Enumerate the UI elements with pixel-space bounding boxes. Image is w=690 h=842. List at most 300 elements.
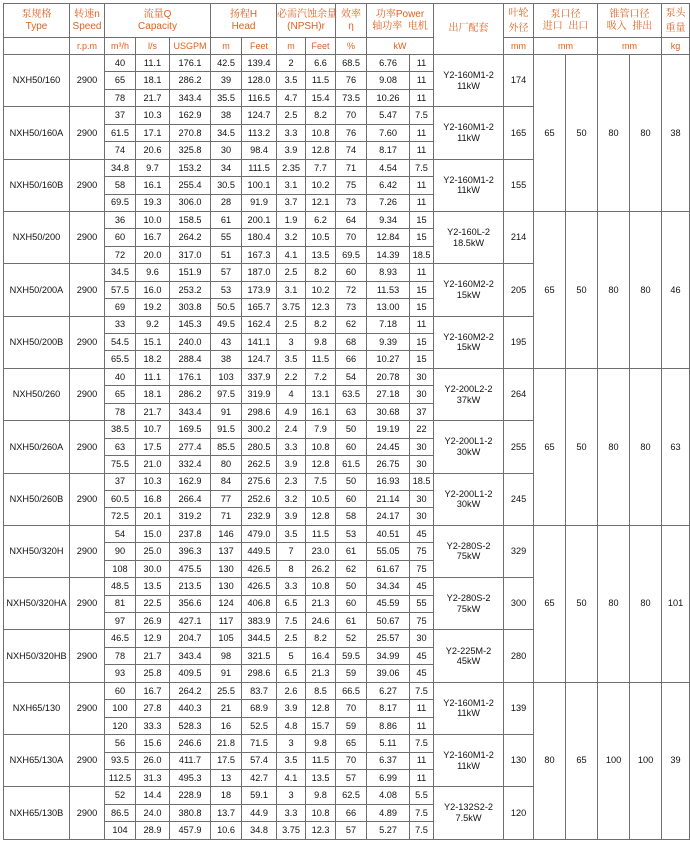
flow-ls-cell: 18.1: [136, 72, 170, 89]
head-m-cell: 53: [211, 281, 242, 298]
efficiency-cell: 60: [336, 264, 367, 281]
head-ft-cell: 124.7: [242, 351, 277, 368]
npsh-ft-cell: 10.5: [306, 490, 336, 507]
efficiency-cell: 68.5: [336, 55, 367, 72]
shaft-power-cell: 9.08: [367, 72, 410, 89]
efficiency-cell: 61: [336, 543, 367, 560]
flow-gpm-cell: 356.6: [170, 595, 211, 612]
pipe-in-cell: 80: [598, 55, 630, 212]
efficiency-cell: 54: [336, 368, 367, 385]
flow-ls-cell: 21.7: [136, 647, 170, 664]
flow-ls-cell: 26.9: [136, 613, 170, 630]
flow-m3h-cell: 38.5: [105, 421, 136, 438]
motor-power-cell: 11: [410, 89, 434, 106]
head-ft-cell: 232.9: [242, 508, 277, 525]
head-m-cell: 124: [211, 595, 242, 612]
npsh-m-cell: 1.9: [277, 211, 306, 228]
npsh-m-cell: 3.7: [277, 194, 306, 211]
head-ft-cell: 298.6: [242, 403, 277, 420]
unit-head-m: m: [211, 38, 242, 55]
flow-gpm-cell: 325.8: [170, 142, 211, 159]
head-m-cell: 97.5: [211, 386, 242, 403]
efficiency-cell: 76: [336, 72, 367, 89]
flow-m3h-cell: 93: [105, 665, 136, 682]
head-m-cell: 34: [211, 159, 242, 176]
flow-gpm-cell: 343.4: [170, 89, 211, 106]
bore-in-cell: 80: [534, 682, 566, 839]
impeller-cell: 120: [504, 787, 534, 839]
shaft-power-cell: 19.19: [367, 421, 410, 438]
flow-gpm-cell: 380.8: [170, 804, 211, 821]
motor-power-cell: 11: [410, 717, 434, 734]
table-row: [4, 525, 690, 542]
model-cell: NXH65/130B: [4, 787, 70, 839]
motor-power-cell: 15: [410, 351, 434, 368]
motor-kw: 11kW: [457, 80, 480, 91]
head-ft-cell: 52.5: [242, 717, 277, 734]
pipe-in-cell: 80: [598, 368, 630, 525]
speed-cell: 2900: [70, 368, 105, 420]
npsh-ft-cell: 7.7: [306, 159, 336, 176]
motor-power-cell: 7.5: [410, 804, 434, 821]
npsh-m-cell: 3.9: [277, 508, 306, 525]
head-ft-cell: 262.5: [242, 456, 277, 473]
speed-cell: 2900: [70, 473, 105, 525]
npsh-ft-cell: 13.1: [306, 386, 336, 403]
flow-gpm-cell: 246.6: [170, 735, 211, 752]
shaft-power-cell: 6.76: [367, 55, 410, 72]
flow-gpm-cell: 343.4: [170, 647, 211, 664]
npsh-m-cell: 3.5: [277, 351, 306, 368]
motor-power-cell: 30: [410, 438, 434, 455]
efficiency-cell: 57: [336, 822, 367, 839]
head-m-cell: 17.5: [211, 752, 242, 769]
weight-cell: 38: [662, 55, 690, 212]
flow-gpm-cell: 266.4: [170, 490, 211, 507]
flow-ls-cell: 11.1: [136, 55, 170, 72]
impeller-cell: 264: [504, 368, 534, 420]
head-m-cell: 13: [211, 769, 242, 786]
header-flow-en: Capacity: [138, 20, 177, 32]
motor-power-cell: 30: [410, 456, 434, 473]
shaft-power-cell: 39.06: [367, 665, 410, 682]
flow-m3h-cell: 78: [105, 647, 136, 664]
flow-m3h-cell: 97: [105, 613, 136, 630]
motor-model: Y2-160L-2: [447, 227, 490, 238]
motor-model-cell: [434, 735, 504, 787]
head-ft-cell: 111.5: [242, 159, 277, 176]
flow-gpm-cell: 158.5: [170, 211, 211, 228]
bore-in-cell: 65: [534, 525, 566, 682]
head-ft-cell: 165.7: [242, 299, 277, 316]
efficiency-cell: 62: [336, 560, 367, 577]
speed-cell: 2900: [70, 682, 105, 734]
npsh-m-cell: 3.2: [277, 490, 306, 507]
head-ft-cell: 426.5: [242, 560, 277, 577]
motor-power-cell: 15: [410, 299, 434, 316]
flow-gpm-cell: 176.1: [170, 368, 211, 385]
efficiency-cell: 60: [336, 438, 367, 455]
model-cell: NXH50/320HB: [4, 630, 70, 682]
motor-model: Y2-160M1-2: [443, 750, 494, 761]
motor-power-cell: 7.5: [410, 159, 434, 176]
shaft-power-cell: 13.00: [367, 299, 410, 316]
motor-power-cell: 18.5: [410, 246, 434, 263]
motor-power-cell: 30: [410, 630, 434, 647]
flow-ls-cell: 18.2: [136, 351, 170, 368]
motor-model: Y2-160M2-2: [443, 331, 494, 342]
motor-power-cell: 15: [410, 229, 434, 246]
flow-ls-cell: 11.1: [136, 368, 170, 385]
motor-model: Y2-160M1-2: [443, 122, 494, 133]
shaft-power-cell: 8.93: [367, 264, 410, 281]
flow-m3h-cell: 34.8: [105, 159, 136, 176]
npsh-m-cell: 2.5: [277, 316, 306, 333]
flow-gpm-cell: 264.2: [170, 229, 211, 246]
motor-power-cell: 11: [410, 55, 434, 72]
efficiency-cell: 71: [336, 159, 367, 176]
npsh-ft-cell: 10.5: [306, 229, 336, 246]
weight-cell: 39: [662, 682, 690, 839]
shaft-power-cell: 6.99: [367, 769, 410, 786]
header-npsh-en: (NPSH)r: [287, 20, 325, 32]
model-cell: NXH50/160B: [4, 159, 70, 211]
shaft-power-cell: 6.42: [367, 177, 410, 194]
flow-ls-cell: 10.0: [136, 211, 170, 228]
head-m-cell: 84: [211, 473, 242, 490]
motor-power-cell: 11: [410, 194, 434, 211]
flow-m3h-cell: 93.5: [105, 752, 136, 769]
efficiency-cell: 73: [336, 299, 367, 316]
header-power-motor: 电机: [407, 20, 428, 32]
shaft-power-cell: 12.84: [367, 229, 410, 246]
flow-gpm-cell: 264.2: [170, 682, 211, 699]
efficiency-cell: 70: [336, 229, 367, 246]
efficiency-cell: 66: [336, 804, 367, 821]
header-power: [367, 4, 434, 38]
efficiency-cell: 72: [336, 281, 367, 298]
npsh-m-cell: 3.3: [277, 124, 306, 141]
head-m-cell: 103: [211, 368, 242, 385]
motor-power-cell: 11: [410, 752, 434, 769]
motor-model-cell: [434, 316, 504, 368]
flow-ls-cell: 17.5: [136, 438, 170, 455]
pipe-in-cell: 80: [598, 211, 630, 368]
flow-ls-cell: 13.5: [136, 578, 170, 595]
efficiency-cell: 59: [336, 717, 367, 734]
head-m-cell: 30.5: [211, 177, 242, 194]
pipe-out-cell: 80: [630, 211, 662, 368]
pump-spec-table: [3, 3, 690, 840]
header-pipe-out: 排出: [632, 20, 653, 32]
header-head-zh: 扬程H: [229, 9, 258, 20]
motor-model-cell: [434, 159, 504, 211]
shaft-power-cell: 24.45: [367, 438, 410, 455]
flow-m3h-cell: 60: [105, 229, 136, 246]
header-type-en: Type: [25, 20, 48, 32]
head-ft-cell: 300.2: [242, 421, 277, 438]
unit-type-blank: [4, 38, 70, 55]
speed-cell: 2900: [70, 159, 105, 211]
weight-cell: 63: [662, 368, 690, 525]
motor-kw: 75kW: [456, 603, 481, 614]
head-m-cell: 51: [211, 246, 242, 263]
motor-kw: 11kW: [457, 132, 480, 143]
npsh-m-cell: 3.3: [277, 578, 306, 595]
head-ft-cell: 68.9: [242, 700, 277, 717]
model-cell: NXH50/260A: [4, 421, 70, 473]
npsh-ft-cell: 13.5: [306, 246, 336, 263]
shaft-power-cell: 6.37: [367, 752, 410, 769]
motor-power-cell: 11: [410, 177, 434, 194]
efficiency-cell: 76: [336, 124, 367, 141]
head-ft-cell: 479.0: [242, 525, 277, 542]
npsh-m-cell: 3.1: [277, 281, 306, 298]
head-ft-cell: 59.1: [242, 787, 277, 804]
motor-power-cell: 7.5: [410, 822, 434, 839]
npsh-ft-cell: 9.8: [306, 787, 336, 804]
npsh-ft-cell: 8.2: [306, 630, 336, 647]
npsh-ft-cell: 26.2: [306, 560, 336, 577]
head-ft-cell: 116.5: [242, 89, 277, 106]
unit-impeller: mm: [504, 38, 534, 55]
speed-cell: 2900: [70, 107, 105, 159]
motor-power-cell: 45: [410, 665, 434, 682]
shaft-power-cell: 34.34: [367, 578, 410, 595]
head-m-cell: 105: [211, 630, 242, 647]
motor-power-cell: 15: [410, 281, 434, 298]
header-power-zh: 功率Power: [375, 9, 425, 20]
model-cell: NXH50/320HA: [4, 578, 70, 630]
impeller-cell: 205: [504, 264, 534, 316]
flow-ls-cell: 25.8: [136, 665, 170, 682]
flow-gpm-cell: 303.8: [170, 299, 211, 316]
speed-cell: 2900: [70, 316, 105, 368]
flow-ls-cell: 31.3: [136, 769, 170, 786]
flow-ls-cell: 10.3: [136, 473, 170, 490]
efficiency-cell: 65: [336, 735, 367, 752]
unit-flow-m3h: m³/h: [105, 38, 136, 55]
motor-model: Y2-200L1-2: [444, 436, 493, 447]
head-m-cell: 49.5: [211, 316, 242, 333]
npsh-ft-cell: 9.8: [306, 334, 336, 351]
head-m-cell: 77: [211, 490, 242, 507]
flow-m3h-cell: 90: [105, 543, 136, 560]
efficiency-cell: 53: [336, 525, 367, 542]
flow-gpm-cell: 427.1: [170, 613, 211, 630]
head-ft-cell: 449.5: [242, 543, 277, 560]
motor-kw: 75kW: [456, 551, 481, 562]
header-power-shaft: 轴功率: [372, 20, 403, 32]
flow-gpm-cell: 270.8: [170, 124, 211, 141]
motor-power-cell: 30: [410, 508, 434, 525]
flow-gpm-cell: 237.8: [170, 525, 211, 542]
motor-power-cell: 22: [410, 421, 434, 438]
efficiency-cell: 64: [336, 211, 367, 228]
flow-ls-cell: 9.6: [136, 264, 170, 281]
shaft-power-cell: 55.05: [367, 543, 410, 560]
npsh-m-cell: 2.4: [277, 421, 306, 438]
npsh-ft-cell: 7.9: [306, 421, 336, 438]
head-ft-cell: 298.6: [242, 665, 277, 682]
header-motor: 出厂配套: [434, 4, 504, 55]
motor-power-cell: 11: [410, 142, 434, 159]
head-ft-cell: 98.4: [242, 142, 277, 159]
motor-model-cell: [434, 421, 504, 473]
motor-power-cell: 75: [410, 560, 434, 577]
model-cell: NXH50/260B: [4, 473, 70, 525]
header-weight: 泵头重量: [662, 4, 690, 38]
npsh-ft-cell: 10.8: [306, 438, 336, 455]
motor-model: Y2-200L2-2: [444, 383, 493, 394]
motor-model-cell: [434, 368, 504, 420]
header-speed-zh: 转速n: [74, 9, 100, 20]
npsh-m-cell: 3.9: [277, 142, 306, 159]
flow-m3h-cell: 52: [105, 787, 136, 804]
flow-m3h-cell: 65.5: [105, 351, 136, 368]
flow-m3h-cell: 54: [105, 525, 136, 542]
flow-ls-cell: 16.7: [136, 682, 170, 699]
npsh-ft-cell: 10.8: [306, 804, 336, 821]
motor-kw: 11kW: [457, 708, 480, 719]
head-m-cell: 130: [211, 560, 242, 577]
efficiency-cell: 66: [336, 351, 367, 368]
motor-model: Y2-280S-2: [446, 540, 491, 551]
model-cell: NXH50/160: [4, 55, 70, 107]
npsh-ft-cell: 11.5: [306, 72, 336, 89]
npsh-m-cell: 2.35: [277, 159, 306, 176]
flow-ls-cell: 25.0: [136, 543, 170, 560]
flow-m3h-cell: 72.5: [105, 508, 136, 525]
flow-ls-cell: 9.7: [136, 159, 170, 176]
shaft-power-cell: 10.27: [367, 351, 410, 368]
shaft-power-cell: 10.26: [367, 89, 410, 106]
shaft-power-cell: 9.34: [367, 211, 410, 228]
flow-m3h-cell: 60: [105, 682, 136, 699]
model-cell: NXH50/200B: [4, 316, 70, 368]
header-impeller: 叶轮外径: [504, 4, 534, 38]
efficiency-cell: 61.5: [336, 456, 367, 473]
motor-kw: 45kW: [456, 656, 481, 667]
flow-gpm-cell: 162.9: [170, 107, 211, 124]
impeller-cell: 329: [504, 525, 534, 577]
head-m-cell: 61: [211, 211, 242, 228]
flow-ls-cell: 27.8: [136, 700, 170, 717]
flow-gpm-cell: 277.4: [170, 438, 211, 455]
motor-model-cell: [434, 525, 504, 577]
pipe-in-cell: 100: [598, 682, 630, 839]
head-m-cell: 71: [211, 508, 242, 525]
motor-kw: 37kW: [456, 394, 481, 405]
npsh-ft-cell: 16.1: [306, 403, 336, 420]
flow-ls-cell: 14.4: [136, 787, 170, 804]
npsh-ft-cell: 8.5: [306, 682, 336, 699]
shaft-power-cell: 7.26: [367, 194, 410, 211]
efficiency-cell: 61: [336, 613, 367, 630]
npsh-ft-cell: 24.6: [306, 613, 336, 630]
npsh-ft-cell: 8.2: [306, 316, 336, 333]
flow-m3h-cell: 57.5: [105, 281, 136, 298]
motor-power-cell: 11: [410, 124, 434, 141]
npsh-m-cell: 4.9: [277, 403, 306, 420]
motor-power-cell: 75: [410, 613, 434, 630]
npsh-ft-cell: 6.2: [306, 211, 336, 228]
flow-m3h-cell: 54.5: [105, 334, 136, 351]
head-ft-cell: 113.2: [242, 124, 277, 141]
bore-out-cell: 50: [566, 368, 598, 525]
npsh-m-cell: 3.9: [277, 456, 306, 473]
motor-model-cell: [434, 264, 504, 316]
head-m-cell: 18: [211, 787, 242, 804]
motor-model-cell: [434, 578, 504, 630]
flow-m3h-cell: 69.5: [105, 194, 136, 211]
flow-m3h-cell: 72: [105, 246, 136, 263]
npsh-ft-cell: 9.8: [306, 735, 336, 752]
head-ft-cell: 319.9: [242, 386, 277, 403]
head-ft-cell: 180.4: [242, 229, 277, 246]
impeller-cell: 214: [504, 211, 534, 263]
flow-m3h-cell: 78: [105, 89, 136, 106]
flow-ls-cell: 10.3: [136, 107, 170, 124]
head-m-cell: 21.8: [211, 735, 242, 752]
efficiency-cell: 60: [336, 595, 367, 612]
flow-gpm-cell: 440.3: [170, 700, 211, 717]
head-m-cell: 57: [211, 264, 242, 281]
head-ft-cell: 406.8: [242, 595, 277, 612]
flow-ls-cell: 20.6: [136, 142, 170, 159]
flow-gpm-cell: 528.3: [170, 717, 211, 734]
header-npsh: [277, 4, 336, 38]
motor-power-cell: 11: [410, 700, 434, 717]
motor-power-cell: 11: [410, 769, 434, 786]
shaft-power-cell: 8.17: [367, 700, 410, 717]
motor-power-cell: 15: [410, 211, 434, 228]
header-type: [4, 4, 70, 38]
weight-cell: 101: [662, 525, 690, 682]
flow-ls-cell: 10.7: [136, 421, 170, 438]
impeller-cell: 165: [504, 107, 534, 159]
flow-gpm-cell: 169.5: [170, 421, 211, 438]
head-m-cell: 43: [211, 334, 242, 351]
pipe-out-cell: 80: [630, 525, 662, 682]
motor-power-cell: 45: [410, 525, 434, 542]
motor-model: Y2-132S2-2: [444, 802, 494, 813]
head-m-cell: 38: [211, 107, 242, 124]
flow-gpm-cell: 253.2: [170, 281, 211, 298]
flow-ls-cell: 16.1: [136, 177, 170, 194]
head-ft-cell: 383.9: [242, 613, 277, 630]
npsh-m-cell: 3.75: [277, 822, 306, 839]
unit-efficiency: %: [336, 38, 367, 55]
model-cell: NXH65/130A: [4, 735, 70, 787]
model-cell: NXH50/160A: [4, 107, 70, 159]
motor-model-cell: [434, 211, 504, 263]
flow-ls-cell: 20.0: [136, 246, 170, 263]
header-flow: [105, 4, 211, 38]
flow-gpm-cell: 151.9: [170, 264, 211, 281]
flow-gpm-cell: 176.1: [170, 55, 211, 72]
npsh-ft-cell: 10.8: [306, 124, 336, 141]
bore-out-cell: 50: [566, 211, 598, 368]
spec-table-body: [4, 55, 690, 840]
motor-model-cell: [434, 682, 504, 734]
motor-power-cell: 55: [410, 595, 434, 612]
npsh-ft-cell: 16.4: [306, 647, 336, 664]
shaft-power-cell: 20.78: [367, 368, 410, 385]
efficiency-cell: 69.5: [336, 246, 367, 263]
shaft-power-cell: 61.67: [367, 560, 410, 577]
impeller-cell: 255: [504, 421, 534, 473]
